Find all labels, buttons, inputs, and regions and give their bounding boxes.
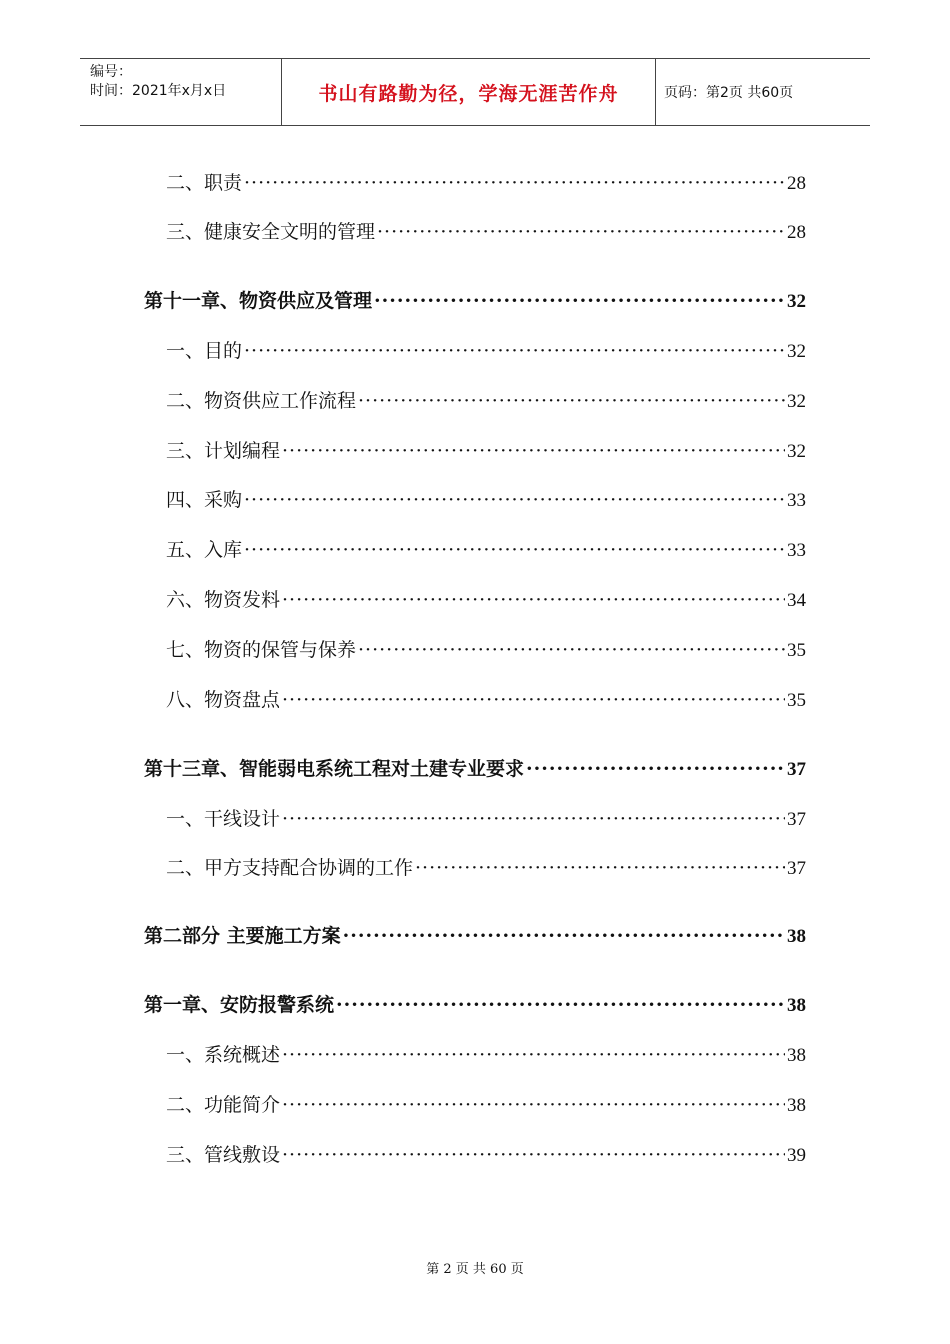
toc-entry-page: 35 xyxy=(787,640,806,661)
toc-entry-title: 二、物资供应工作流程 xyxy=(166,390,357,412)
toc-entry[interactable] xyxy=(166,168,806,195)
toc-entry-page: 38 xyxy=(787,995,806,1016)
toc-entry-page: 28 xyxy=(787,173,806,194)
document-time-label: 时间：2021年x月x日 xyxy=(90,83,227,99)
toc-entry-title: 八、物资盘点 xyxy=(166,689,281,711)
dot-leader xyxy=(282,440,785,462)
toc-entry-title: 七、物资的保管与保养 xyxy=(166,639,357,661)
toc-entry-page: 38 xyxy=(787,926,806,947)
toc-entry-title: 第一章、安防报警系统 xyxy=(144,994,335,1016)
toc-entry[interactable] xyxy=(166,804,806,831)
toc-entry-title: 第十一章、物资供应及管理 xyxy=(144,290,373,312)
page-footer: 第 2 页 共 60 页 xyxy=(426,1262,524,1277)
dot-leader xyxy=(358,390,785,412)
toc-chapter[interactable] xyxy=(144,754,806,781)
dot-leader xyxy=(282,689,785,711)
dot-leader xyxy=(282,1044,785,1066)
toc-chapter[interactable] xyxy=(144,286,806,313)
toc-entry[interactable] xyxy=(166,217,806,244)
toc-entry-page: 32 xyxy=(787,391,806,412)
header-motto: 书山有路勤为径，学海无涯苦作舟 xyxy=(282,59,656,125)
toc-entry[interactable] xyxy=(166,585,806,612)
toc-entry-title: 一、系统概述 xyxy=(166,1044,281,1066)
dot-leader xyxy=(377,221,785,243)
toc-entry-title: 二、功能简介 xyxy=(166,1094,281,1116)
header-meta xyxy=(80,59,282,125)
dot-leader xyxy=(244,539,785,561)
dot-leader xyxy=(374,290,785,312)
toc-chapter[interactable] xyxy=(144,990,806,1017)
dot-leader xyxy=(358,639,785,661)
dot-leader xyxy=(343,925,785,947)
toc-entry-title: 五、入库 xyxy=(166,539,243,561)
toc-entry-title: 六、物资发料 xyxy=(166,589,281,611)
toc-entry-page: 39 xyxy=(787,1145,806,1166)
toc-entry[interactable] xyxy=(166,1090,806,1117)
toc-entry[interactable] xyxy=(166,685,806,712)
toc-entry-page: 34 xyxy=(787,590,806,611)
toc-entry[interactable] xyxy=(166,1040,806,1067)
dot-leader xyxy=(244,340,785,362)
toc-entry-page: 37 xyxy=(787,759,806,780)
dot-leader xyxy=(336,994,785,1016)
toc-entry[interactable] xyxy=(166,535,806,562)
toc-entry-page: 38 xyxy=(787,1045,806,1066)
toc-entry-title: 一、目的 xyxy=(166,340,243,362)
toc-entry[interactable] xyxy=(166,635,806,662)
toc-entry-title: 二、甲方支持配合协调的工作 xyxy=(166,857,414,879)
toc-entry[interactable] xyxy=(166,1140,806,1167)
toc-entry-page: 33 xyxy=(787,490,806,511)
toc-entry-title: 第二部分 主要施工方案 xyxy=(144,925,341,947)
toc-entry[interactable] xyxy=(166,853,806,880)
toc-entry-page: 35 xyxy=(787,690,806,711)
toc-entry-title: 三、健康安全文明的管理 xyxy=(166,221,376,243)
toc-entry-page: 32 xyxy=(787,291,806,312)
toc-entry-page: 32 xyxy=(787,441,806,462)
toc-entry-title: 第十三章、智能弱电系统工程对土建专业要求 xyxy=(144,758,525,780)
toc-entry-page: 37 xyxy=(787,858,806,879)
toc-entry-title: 二、职责 xyxy=(166,172,243,194)
toc-entry-page: 37 xyxy=(787,809,806,830)
dot-leader xyxy=(244,172,785,194)
dot-leader xyxy=(244,489,785,511)
dot-leader xyxy=(526,758,785,780)
toc-entry-page: 32 xyxy=(787,341,806,362)
toc-entry-page: 33 xyxy=(787,540,806,561)
toc-entry-title: 三、计划编程 xyxy=(166,440,281,462)
dot-leader xyxy=(282,589,785,611)
toc-entry[interactable] xyxy=(166,436,806,463)
page-header xyxy=(80,58,870,126)
dot-leader xyxy=(282,1144,785,1166)
toc-entry[interactable] xyxy=(166,386,806,413)
dot-leader xyxy=(282,1094,785,1116)
toc-entry-page: 28 xyxy=(787,222,806,243)
toc-entry-title: 四、采购 xyxy=(166,489,243,511)
document-number-label: 编号： xyxy=(90,64,132,80)
toc-entry[interactable] xyxy=(166,336,806,363)
dot-leader xyxy=(415,857,785,879)
toc-part[interactable] xyxy=(144,921,806,948)
header-page-info: 页码：第2页 共60页 xyxy=(664,85,794,101)
toc-entry[interactable] xyxy=(166,485,806,512)
dot-leader xyxy=(282,808,785,830)
toc-entry-title: 一、干线设计 xyxy=(166,808,281,830)
toc-entry-title: 三、管线敷设 xyxy=(166,1144,281,1166)
toc-entry-page: 38 xyxy=(787,1095,806,1116)
